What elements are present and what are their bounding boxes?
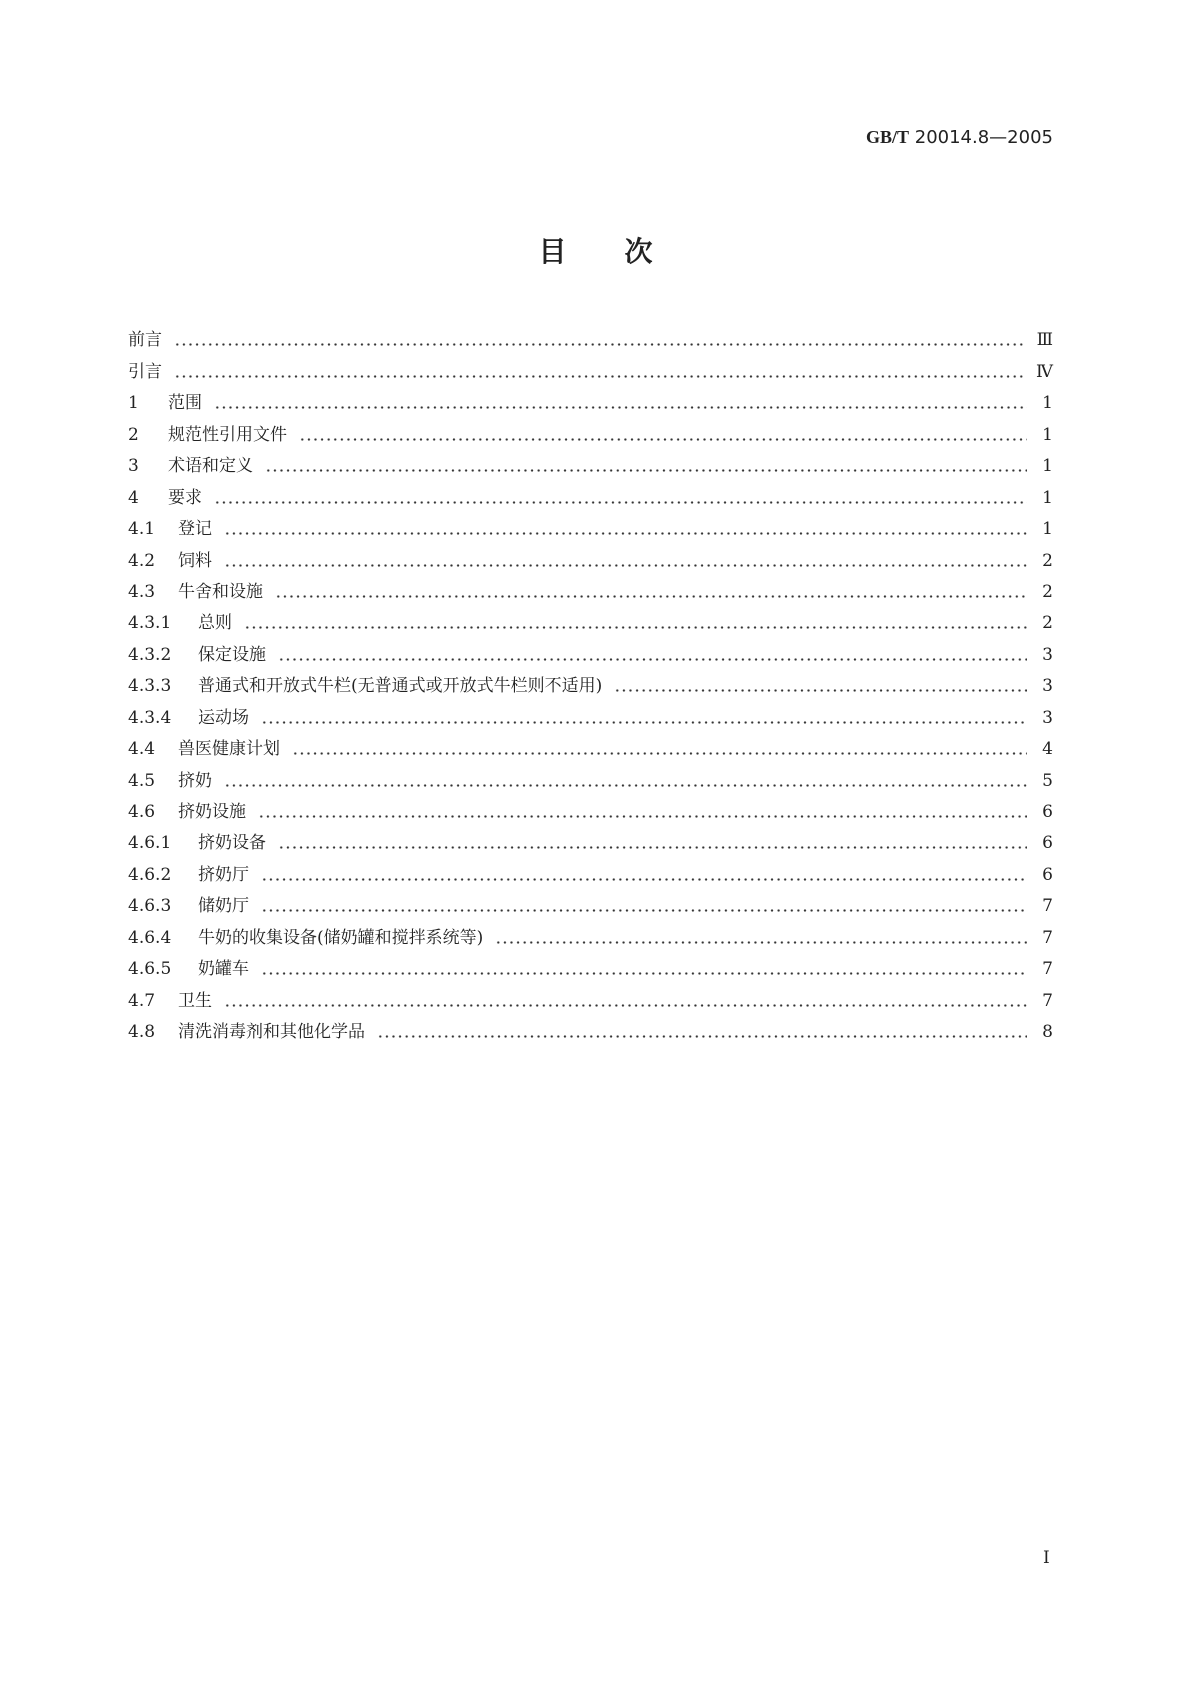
toc-entry[interactable] — [128, 514, 1053, 545]
toc-entry[interactable] — [128, 482, 1053, 513]
dot-leader — [258, 815, 1027, 818]
toc-entry-number: 3 — [128, 456, 139, 477]
dot-leader — [214, 501, 1027, 504]
toc-entry-number: 4.2 — [128, 550, 156, 571]
toc-entry-number: 4.3.1 — [128, 613, 172, 634]
dot-leader — [224, 532, 1027, 535]
toc-entry-page: 3 — [1042, 676, 1053, 697]
toc-entry-number: 4.6.1 — [128, 833, 172, 854]
dot-leader — [214, 406, 1027, 409]
dot-leader — [224, 1004, 1027, 1007]
dot-leader — [275, 595, 1027, 598]
page-number: I — [1043, 1548, 1050, 1568]
toc-entry[interactable] — [128, 388, 1053, 419]
toc-entry-label: 挤奶 — [178, 770, 212, 791]
toc-entry-page: 3 — [1042, 644, 1053, 665]
toc-entry-number: 4.7 — [128, 990, 156, 1011]
standard-prefix: GB/T — [866, 127, 910, 147]
dot-leader — [614, 689, 1027, 692]
standard-code: 20014.8—2005 — [914, 127, 1053, 148]
dot-leader — [265, 469, 1027, 472]
dot-leader — [174, 343, 1025, 346]
toc-entry-page: 1 — [1042, 393, 1053, 414]
dot-leader — [377, 1035, 1027, 1038]
toc-entry-number: 4.6 — [128, 802, 156, 822]
toc-entry-number: 4 — [128, 487, 139, 508]
toc-entry-label: 总则 — [198, 613, 232, 634]
toc-entry[interactable] — [128, 828, 1053, 859]
toc-entry-label: 术语和定义 — [168, 456, 253, 477]
dot-leader — [278, 846, 1027, 849]
dot-leader — [261, 972, 1027, 975]
toc-entry[interactable] — [128, 922, 1053, 953]
toc-entry-label: 普通式和开放式牛栏(无普通式或开放式牛栏则不适用) — [198, 676, 603, 697]
toc-entry-number: 2 — [128, 424, 139, 445]
toc-entry[interactable] — [128, 734, 1053, 765]
dot-leader — [299, 438, 1027, 441]
toc-entry[interactable] — [128, 639, 1053, 670]
dot-leader — [224, 784, 1027, 787]
toc-entry[interactable] — [128, 765, 1053, 796]
dot-leader — [261, 909, 1027, 912]
toc-entry-page: 7 — [1042, 896, 1053, 917]
toc-entry[interactable] — [128, 1017, 1053, 1048]
toc-entry[interactable] — [128, 451, 1053, 482]
toc-entry-number: 4.3.2 — [128, 644, 172, 665]
toc-entry-number: 4.6.3 — [128, 896, 172, 917]
toc-entry-number: 4.3.3 — [128, 676, 172, 697]
toc-entry-page: Ⅳ — [1036, 361, 1053, 382]
toc-entry-number: 4.6.2 — [128, 864, 172, 885]
dot-leader — [292, 752, 1027, 755]
toc-entry-page: 2 — [1042, 550, 1053, 571]
dot-leader — [261, 721, 1027, 724]
toc-entry-page: 1 — [1042, 424, 1053, 445]
toc-entry-label: 挤奶设施 — [178, 802, 246, 822]
toc-entry[interactable] — [128, 356, 1053, 387]
toc-entry-page: 1 — [1042, 519, 1053, 540]
dot-leader — [174, 375, 1024, 378]
toc-entry-label: 前言 — [128, 330, 162, 351]
toc-entry-label: 兽医健康计划 — [178, 739, 280, 760]
toc-entry[interactable] — [128, 954, 1053, 985]
toc-entry-label: 要求 — [168, 487, 202, 508]
toc-entry-number: 4.1 — [128, 519, 156, 540]
toc-entry[interactable] — [128, 419, 1053, 450]
toc-entry-page: 6 — [1042, 864, 1053, 885]
toc-entry-page: 4 — [1042, 739, 1053, 760]
toc-entry-number: 1 — [128, 393, 139, 414]
toc-entry-label: 范围 — [168, 393, 202, 414]
toc-entry-page: 7 — [1042, 990, 1053, 1011]
toc-entry-number: 4.3 — [128, 581, 156, 602]
toc-entry[interactable] — [128, 577, 1053, 608]
dot-leader — [224, 564, 1027, 567]
toc-entry[interactable] — [128, 702, 1053, 733]
toc-entry-label: 奶罐车 — [198, 959, 249, 980]
toc-entry[interactable] — [128, 608, 1053, 639]
toc-entry-number: 4.4 — [128, 739, 156, 760]
table-of-contents — [128, 325, 1053, 1048]
standard-number — [866, 127, 1053, 148]
toc-entry[interactable] — [128, 325, 1053, 356]
toc-entry[interactable] — [128, 797, 1053, 828]
toc-entry-page: 7 — [1042, 927, 1053, 948]
toc-entry[interactable] — [128, 985, 1053, 1016]
dot-leader — [278, 658, 1027, 661]
toc-entry-page: 7 — [1042, 959, 1053, 980]
toc-entry-label: 运动场 — [198, 707, 249, 728]
toc-entry-number: 4.8 — [128, 1022, 156, 1043]
toc-entry-page: Ⅲ — [1036, 330, 1053, 351]
toc-entry-label: 挤奶设备 — [198, 833, 266, 854]
toc-entry-label: 引言 — [128, 361, 162, 382]
toc-entry[interactable] — [128, 859, 1053, 890]
toc-entry-label: 清洗消毒剂和其他化学品 — [178, 1022, 365, 1043]
toc-entry-number: 4.6.4 — [128, 927, 172, 948]
toc-entry[interactable] — [128, 671, 1053, 702]
toc-entry-page: 8 — [1042, 1022, 1053, 1043]
toc-entry-label: 保定设施 — [198, 644, 266, 665]
toc-entry-label: 牛舍和设施 — [178, 581, 263, 602]
toc-entry-label: 储奶厅 — [198, 896, 249, 917]
toc-entry-number: 4.6.5 — [128, 959, 172, 980]
toc-entry-page: 5 — [1042, 770, 1053, 791]
toc-entry-page: 3 — [1042, 707, 1053, 728]
toc-entry-page: 1 — [1042, 487, 1053, 508]
toc-entry-number: 4.5 — [128, 770, 156, 791]
dot-leader — [495, 941, 1027, 944]
toc-entry-label: 卫生 — [178, 990, 212, 1011]
toc-entry-page: 1 — [1042, 456, 1053, 477]
toc-entry-page: 2 — [1042, 613, 1053, 634]
toc-entry-page: 6 — [1042, 802, 1053, 822]
toc-entry[interactable] — [128, 891, 1053, 922]
page-title: 目次 — [538, 235, 711, 268]
toc-entry-page: 6 — [1042, 833, 1053, 854]
toc-entry-label: 登记 — [178, 519, 212, 540]
toc-entry-label: 规范性引用文件 — [168, 424, 287, 445]
toc-entry-page: 2 — [1042, 581, 1053, 602]
dot-leader — [244, 626, 1027, 629]
toc-entry-label: 挤奶厅 — [198, 864, 249, 885]
toc-entry[interactable] — [128, 545, 1053, 576]
toc-entry-label: 牛奶的收集设备(储奶罐和搅拌系统等) — [198, 927, 484, 948]
toc-entry-number: 4.3.4 — [128, 707, 172, 728]
toc-entry-label: 饲料 — [178, 550, 212, 571]
dot-leader — [261, 878, 1027, 881]
